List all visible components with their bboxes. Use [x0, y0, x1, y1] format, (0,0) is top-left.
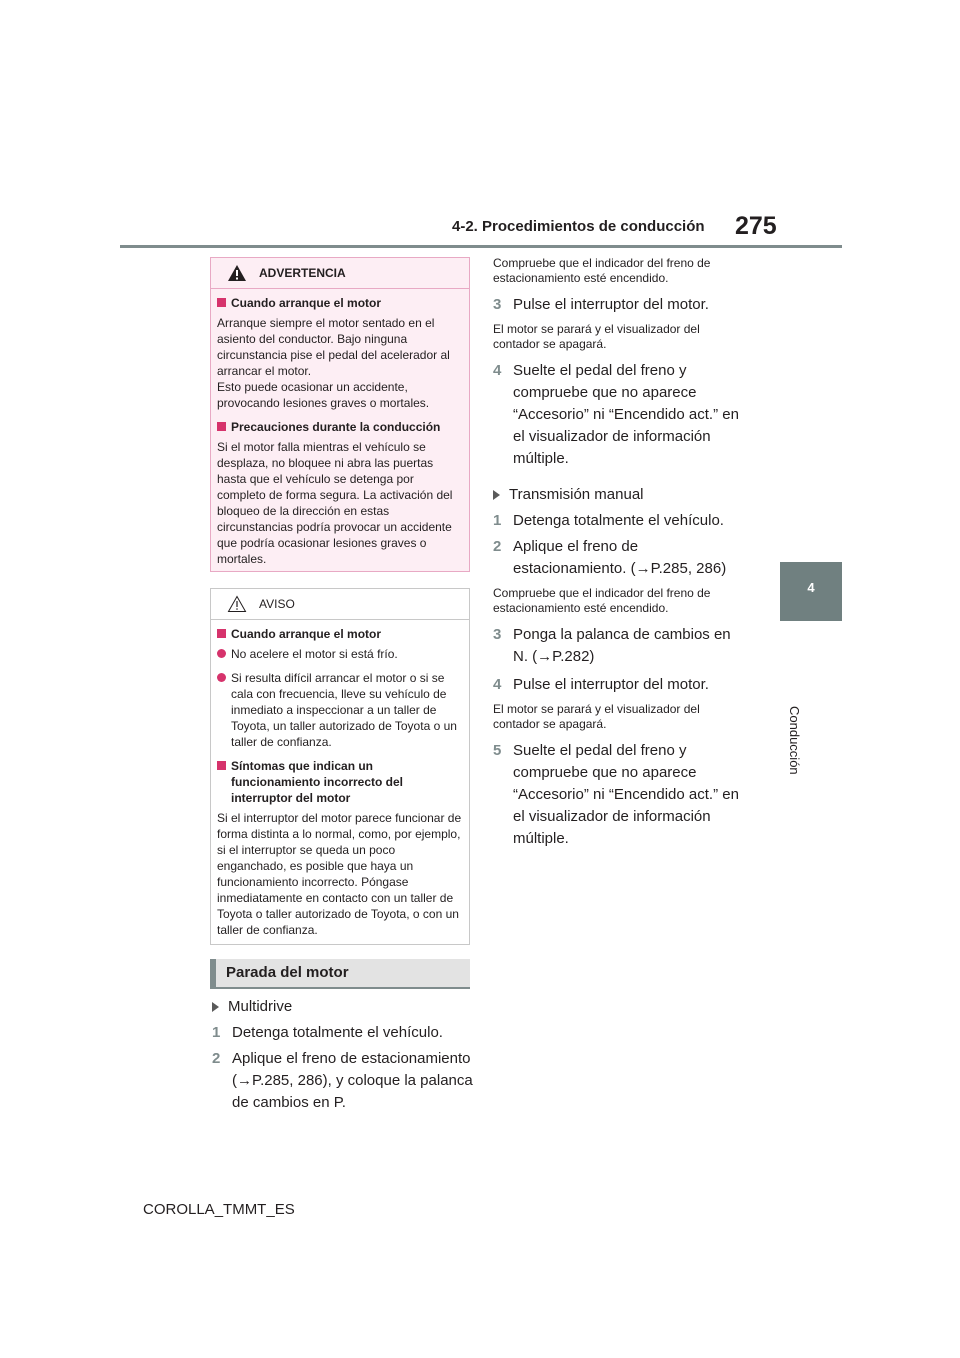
- note-text: El motor se parará y el visualizador del contador se apagará.: [493, 702, 700, 731]
- notice-item-heading: Cuando arranque el motor: [217, 626, 463, 642]
- notice-bullet: Si resulta difícil arrancar el motor o si se cala con frecuencia, lleve su vehículo de inmediato a inspeccionar a un taller de Toyota, un taller autorizado de Toyota o un taller de confianza.: [217, 670, 463, 750]
- step-item: 1 Detenga totalmente el vehículo.: [212, 1024, 443, 1041]
- round-bullet-icon: [217, 649, 226, 658]
- step-item: 3 Ponga la palanca de cambios en N. (→P.282): [493, 626, 731, 665]
- note-text: Compruebe que el indicador del freno de estacionamiento esté encendido.: [493, 586, 711, 615]
- warning-title: ADVERTENCIA: [259, 266, 346, 280]
- warning-item-heading: Precauciones durante la conducción: [217, 419, 463, 435]
- note-text: El motor se parará y el visualizador del contador se apagará.: [493, 322, 700, 351]
- step-item: 1 Detenga totalmente el vehículo.: [493, 512, 724, 529]
- notice-title: AVISO: [259, 597, 295, 611]
- step-item: 5 Suelte el pedal del freno y compruebe que no aparece “Accesorio” ni “Encendido act.” en el visualizador de información múltiple.: [493, 742, 739, 847]
- notice-box: [210, 588, 470, 945]
- section-heading-band: [210, 959, 470, 989]
- notice-item-text: Si el interruptor del motor parece funcionar de forma distinta a lo normal, como, por ejemplo, si el interruptor se queda un poco enganchado, es posible que haya un funcionamiento incorrecto. Póngase inmediatamente en contacto con un taller de Toyota o taller autorizado de Toyota, o con un taller de confianza.: [217, 811, 462, 937]
- chapter-label-text: Conducción: [787, 706, 802, 775]
- round-bullet-icon: [217, 673, 226, 682]
- step-item: 2 Aplique el freno de estacionamiento. (→P.285, 286): [493, 538, 727, 577]
- warning-item-text: Si el motor falla mientras el vehículo se desplaza, no bloquee ni abra las puertas hasta que el vehículo se detenga por completo de forma segura. La activación del bloqueo de la dirección en estas circunstancias podría provocar un accidente que podría ocasionar lesiones graves o mortales.: [217, 440, 453, 566]
- note-text: Compruebe que el indicador del freno de estacionamiento esté encendido.: [493, 256, 711, 285]
- square-bullet-icon: [217, 629, 226, 638]
- multidrive-block: [212, 996, 474, 1114]
- warning-triangle-icon: [227, 264, 247, 282]
- warning-box: [210, 257, 470, 572]
- warning-item-heading: Cuando arranque el motor: [217, 295, 463, 311]
- header-rule: [120, 245, 842, 248]
- multidrive-subhead: Multidrive: [212, 996, 474, 1018]
- chapter-number: 4: [807, 580, 815, 595]
- chapter-label: [787, 630, 820, 775]
- warning-header: [211, 258, 469, 289]
- warning-item-text: Arranque siempre el motor sentado en el asiento del conductor. Bajo ninguna circunstancia pise el pedal del acelerador al arrancar el motor.: [217, 316, 450, 378]
- section-heading: Parada del motor: [226, 964, 349, 981]
- square-bullet-icon: [217, 761, 226, 770]
- square-bullet-icon: [217, 298, 226, 307]
- document-code: COROLLA_TMMT_ES: [143, 1201, 295, 1218]
- step-item: 3 Pulse el interruptor del motor.: [493, 296, 709, 313]
- warning-item-text: Esto puede ocasionar un accidente, provocando lesiones graves o mortales.: [217, 380, 430, 410]
- step-item: 2 Aplique el freno de estacionamiento (→P.285, 286), y coloque la palanca de cambios en P.: [212, 1050, 473, 1111]
- triangle-right-icon: [212, 1002, 219, 1012]
- notice-header: [211, 589, 469, 620]
- step-item: 4 Pulse el interruptor del motor.: [493, 676, 709, 693]
- step-item: 4 Suelte el pedal del freno y compruebe que no aparece “Accesorio” ni “Encendido act.” en el visualizador de información múltiple.: [493, 362, 739, 467]
- band-accent: [210, 959, 216, 987]
- notice-bullet: No acelere el motor si está frío.: [217, 646, 463, 662]
- notice-item-heading: Síntomas que indican un funcionamiento incorrecto del interruptor del motor: [217, 758, 463, 806]
- triangle-right-icon: [493, 490, 500, 500]
- square-bullet-icon: [217, 422, 226, 431]
- page-number: 275: [735, 212, 777, 240]
- section-title: 4-2. Procedimientos de conducción: [452, 218, 705, 235]
- right-column: [493, 256, 749, 850]
- caution-triangle-icon: [227, 595, 247, 613]
- manual-subhead: Transmisión manual: [493, 484, 749, 506]
